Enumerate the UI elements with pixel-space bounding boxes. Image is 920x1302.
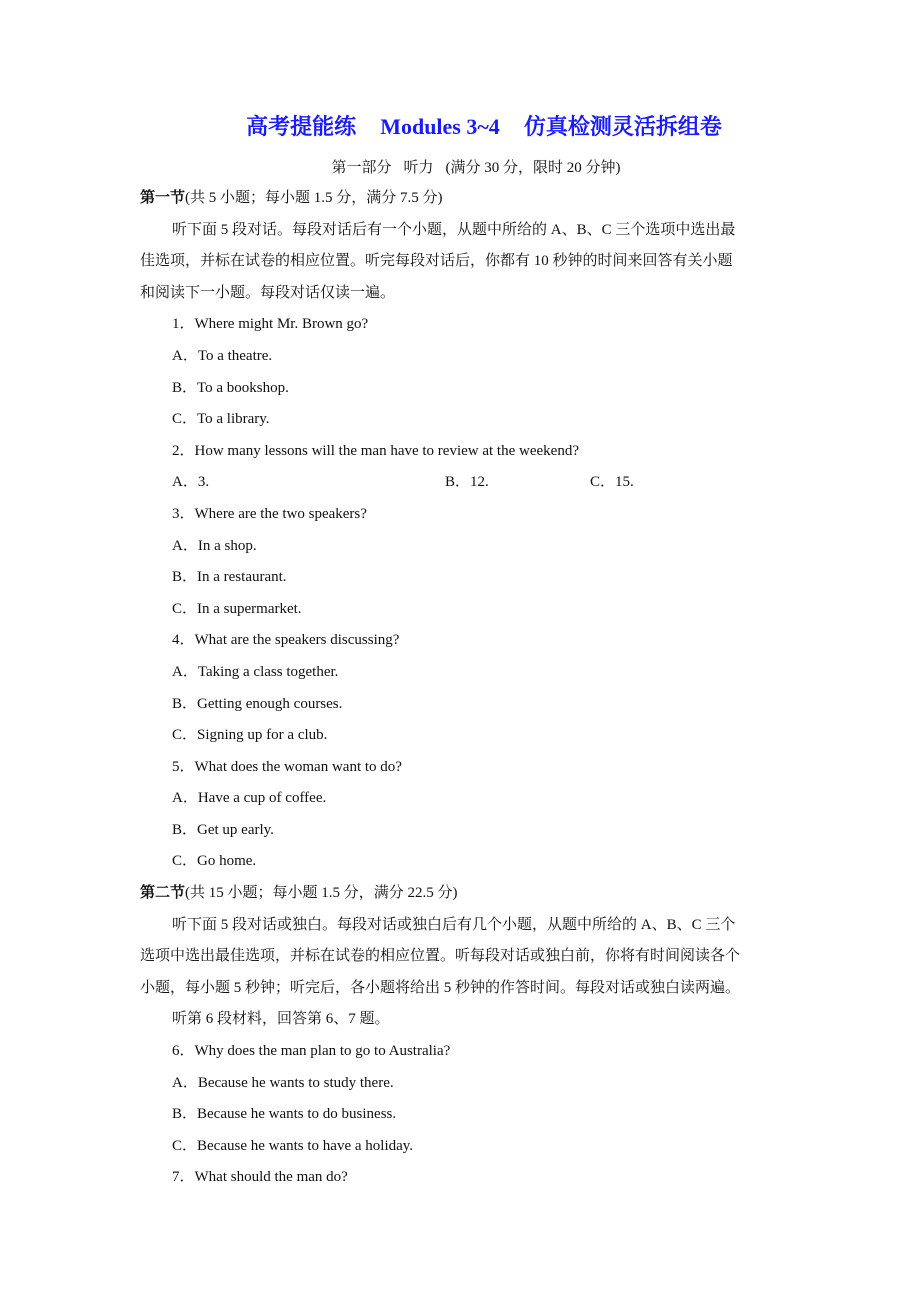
option: B．Because he wants to do business. [172, 1106, 397, 1123]
section2-heading-bold: 第二节 [140, 885, 186, 902]
section1-heading-bold: 第一节 [140, 190, 186, 206]
question-4: 4．What are the speakers discussing? [172, 632, 400, 649]
option: C．Go home. [172, 853, 257, 870]
option: B．Get up early. [172, 821, 274, 838]
section2-heading [140, 881, 785, 913]
option: C．Because he wants to have a holiday. [172, 1137, 414, 1154]
option: C．In a supermarket. [172, 600, 302, 617]
subtitle-note: (满分 30 分，限时 20 分钟) [445, 160, 621, 176]
document-body [140, 186, 785, 1197]
document-title [0, 110, 920, 141]
question-6: 6．Why does the man plan to go to Australia? [172, 1043, 451, 1060]
instruction-line: 和阅读下一小题。每段对话仅读一遍。 [140, 284, 396, 301]
instruction-line: 佳选项，并标在试卷的相应位置。听完每段对话后，你都有 10 秒钟的时间来回答有关小题 [140, 253, 733, 270]
question-3: 3．Where are the two speakers? [172, 505, 367, 522]
option: A．3. [172, 474, 210, 491]
option: C．To a library. [172, 411, 270, 428]
subtitle-name: 听力 [403, 160, 434, 176]
option-row [140, 470, 785, 502]
title-part-1: 高考提能练 [246, 114, 357, 139]
option: B．12. [445, 474, 489, 491]
option: B．In a restaurant. [172, 569, 287, 586]
section2-heading-rest: (共 15 小题；每小题 1.5 分，满分 22.5 分) [185, 885, 458, 902]
question-5: 5．What does the woman want to do? [172, 758, 402, 775]
section1-heading [140, 186, 785, 218]
subtitle-part: 第一部分 [331, 160, 392, 176]
title-part-3: 仿真检测灵活拆组卷 [523, 114, 722, 139]
option: C．15. [590, 474, 634, 491]
option: A．In a shop. [172, 537, 257, 554]
section1-heading-rest: (共 5 小题；每小题 1.5 分，满分 7.5 分) [185, 190, 443, 206]
instruction-line: 选项中选出最佳选项，并标在试卷的相应位置。听每段对话或独白前，你将有时间阅读各个 [140, 948, 741, 965]
material-note: 听第 6 段材料，回答第 6、7 题。 [172, 1011, 390, 1028]
option: A．Taking a class together. [172, 663, 339, 680]
instruction-line: 听下面 5 段对话或独白。每段对话或独白后有几个小题，从题中所给的 A、B、C 三个 [172, 916, 736, 933]
option: B．To a bookshop. [172, 379, 289, 396]
question-1: 1．Where might Mr. Brown go? [172, 316, 369, 333]
option: B．Getting enough courses. [172, 695, 343, 712]
title-part-2: Modules 3~4 [380, 114, 500, 139]
option: A．To a theatre. [172, 347, 273, 364]
option: C．Signing up for a club. [172, 727, 328, 744]
question-2: 2．How many lessons will the man have to review at the weekend? [172, 442, 579, 459]
part-subtitle [0, 156, 920, 177]
instruction-line: 小题，每小题 5 秒钟；听完后，各小题将给出 5 秒钟的作答时间。每段对话或独白读两遍。 [140, 979, 741, 996]
option: A．Because he wants to study there. [172, 1074, 394, 1091]
question-7: 7．What should the man do? [172, 1169, 348, 1186]
option: A．Have a cup of coffee. [172, 790, 327, 807]
instruction-line: 听下面 5 段对话。每段对话后有一个小题，从题中所给的 A、B、C 三个选项中选出最 [172, 221, 736, 238]
